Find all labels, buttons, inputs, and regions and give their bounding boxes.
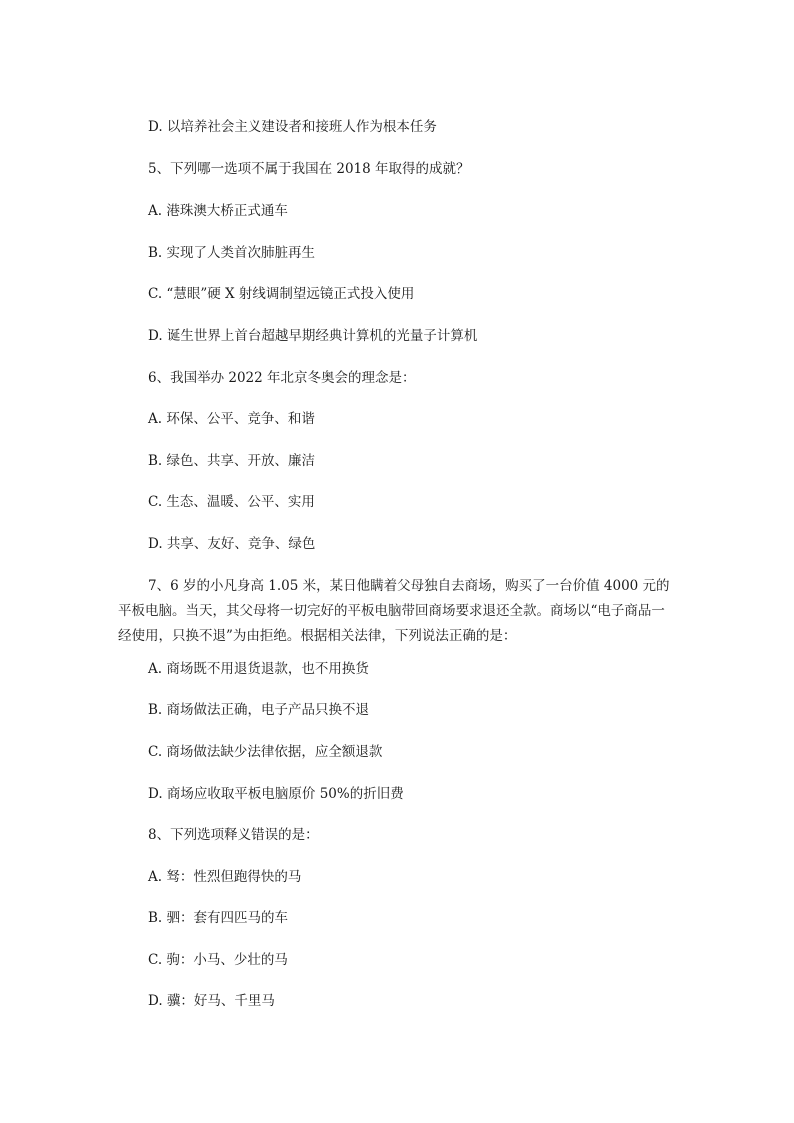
- q5-option-c: C. “慧眼”硬 X 射线调制望远镜正式投入使用: [148, 286, 415, 302]
- q7-option-d: D. 商场应收取平板电脑原价 50%的折旧费: [148, 786, 404, 802]
- q4-option-d: D. 以培养社会主义建设者和接班人作为根本任务: [148, 119, 437, 135]
- q7-option-c: C. 商场做法缺少法律依据，应全额退款: [148, 744, 383, 760]
- q5-option-d: D. 诞生世界上首台超越早期经典计算机的光量子计算机: [148, 328, 478, 344]
- q6-option-d: D. 共享、友好、竞争、绿色: [148, 536, 316, 552]
- q8-option-c: C. 驹：小马、少壮的马: [148, 952, 288, 968]
- q7-option-a: A. 商场既不用退货退款，也不用换货: [148, 661, 369, 677]
- q8-option-b: B. 驷：套有四匹马的车: [148, 910, 289, 926]
- q8-question: 8、下列选项释义错误的是：: [148, 827, 319, 843]
- q5-question: 5、下列哪一选项不属于我国在 2018 年取得的成就？: [148, 161, 470, 177]
- q6-option-c: C. 生态、温暖、公平、实用: [148, 494, 315, 510]
- q6-question: 6、我国举办 2022 年北京冬奥会的理念是：: [148, 370, 416, 386]
- q7-question: 7、6 岁的小凡身高 1.05 米，某日他瞒着父母独自去商场，购买了一台价值 4000 元的平板电脑。当天，其父母将一切完好的平板电脑带回商场要求退还全款。商场以“电子商品一经使用，只换不退”为由拒绝。根据相关法律，下列说法正确的是：: [118, 578, 670, 644]
- q5-option-b: B. 实现了人类首次肺脏再生: [148, 245, 316, 261]
- q5-option-a: A. 港珠澳大桥正式通车: [148, 203, 288, 219]
- q7-option-b: B. 商场做法正确，电子产品只换不退: [148, 702, 370, 718]
- q8-option-d: D. 骥：好马、千里马: [148, 993, 275, 1009]
- q6-option-b: B. 绿色、共享、开放、廉洁: [148, 453, 316, 469]
- q8-option-a: A. 驽：性烈但跑得快的马: [148, 869, 302, 885]
- q6-option-a: A. 环保、公平、竞争、和谐: [148, 411, 315, 427]
